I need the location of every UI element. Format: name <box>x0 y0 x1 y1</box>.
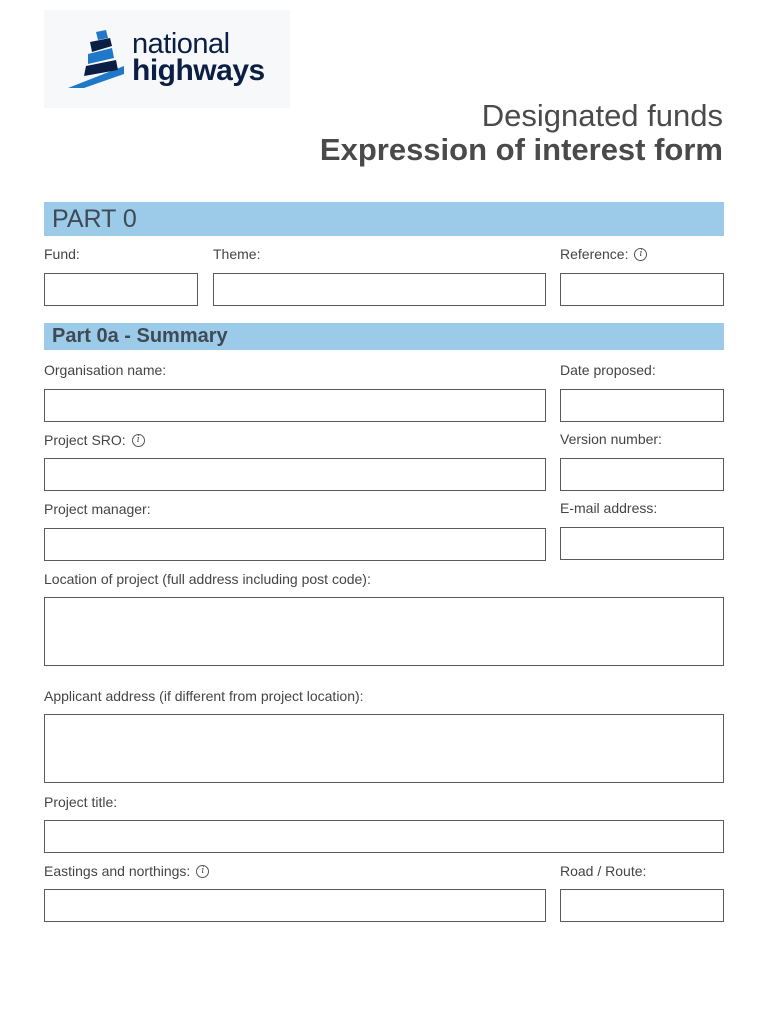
applicant-address-textarea[interactable] <box>44 714 724 783</box>
national-highways-logo <box>44 10 290 108</box>
date-proposed-label-text: Date proposed: <box>560 362 656 378</box>
location-label-text: Location of project (full address including post code): <box>44 571 371 587</box>
version-number-label-text: Version number: <box>560 431 662 447</box>
info-icon[interactable]: i <box>132 434 145 447</box>
eastings-label <box>44 863 209 879</box>
project-manager-label-text: Project manager: <box>44 501 151 517</box>
email-label-text: E-mail address: <box>560 500 658 516</box>
applicant-address-label <box>44 688 364 704</box>
project-manager-label <box>44 501 151 517</box>
project-sro-input[interactable] <box>44 458 546 491</box>
project-sro-label-text: Project SRO: <box>44 432 126 448</box>
fund-label-text: Fund: <box>44 246 80 262</box>
eastings-label-text: Eastings and northings: <box>44 863 191 879</box>
reference-input[interactable] <box>560 273 724 306</box>
logo-text-highways: highways <box>132 54 265 87</box>
theme-input[interactable] <box>213 273 546 306</box>
document-subtitle: Expression of interest form <box>319 132 723 167</box>
organisation-label-text: Organisation name: <box>44 362 167 378</box>
location-label <box>44 571 371 587</box>
logo-mark-icon <box>66 30 126 90</box>
reference-label-text: Reference: <box>560 246 629 262</box>
project-title-label <box>44 794 117 810</box>
date-proposed-input[interactable] <box>560 389 724 422</box>
eastings-input[interactable] <box>44 889 546 922</box>
document-title: Designated funds <box>481 98 723 133</box>
road-route-label-text: Road / Route: <box>560 863 647 879</box>
organisation-label <box>44 362 166 378</box>
reference-label <box>560 246 647 262</box>
email-input[interactable] <box>560 527 724 560</box>
project-title-input[interactable] <box>44 820 724 853</box>
date-proposed-label <box>560 362 656 378</box>
theme-label-text: Theme: <box>213 246 261 262</box>
info-icon[interactable]: i <box>634 248 647 261</box>
info-icon[interactable]: i <box>196 865 209 878</box>
project-manager-input[interactable] <box>44 528 546 561</box>
road-route-label <box>560 863 646 879</box>
road-route-input[interactable] <box>560 889 724 922</box>
location-textarea[interactable] <box>44 597 724 666</box>
project-title-label-text: Project title: <box>44 794 118 810</box>
version-number-label <box>560 431 662 447</box>
theme-label <box>213 246 260 262</box>
email-label <box>560 500 657 516</box>
part-0a-heading: Part 0a - Summary <box>44 323 724 350</box>
version-number-input[interactable] <box>560 458 724 491</box>
organisation-input[interactable] <box>44 389 546 422</box>
part-0-heading: PART 0 <box>44 202 724 236</box>
applicant-address-label-text: Applicant address (if different from project location): <box>44 688 364 704</box>
logo-text-national: national <box>132 28 230 60</box>
fund-input[interactable] <box>44 273 198 306</box>
fund-label <box>44 246 80 262</box>
project-sro-label <box>44 432 145 448</box>
